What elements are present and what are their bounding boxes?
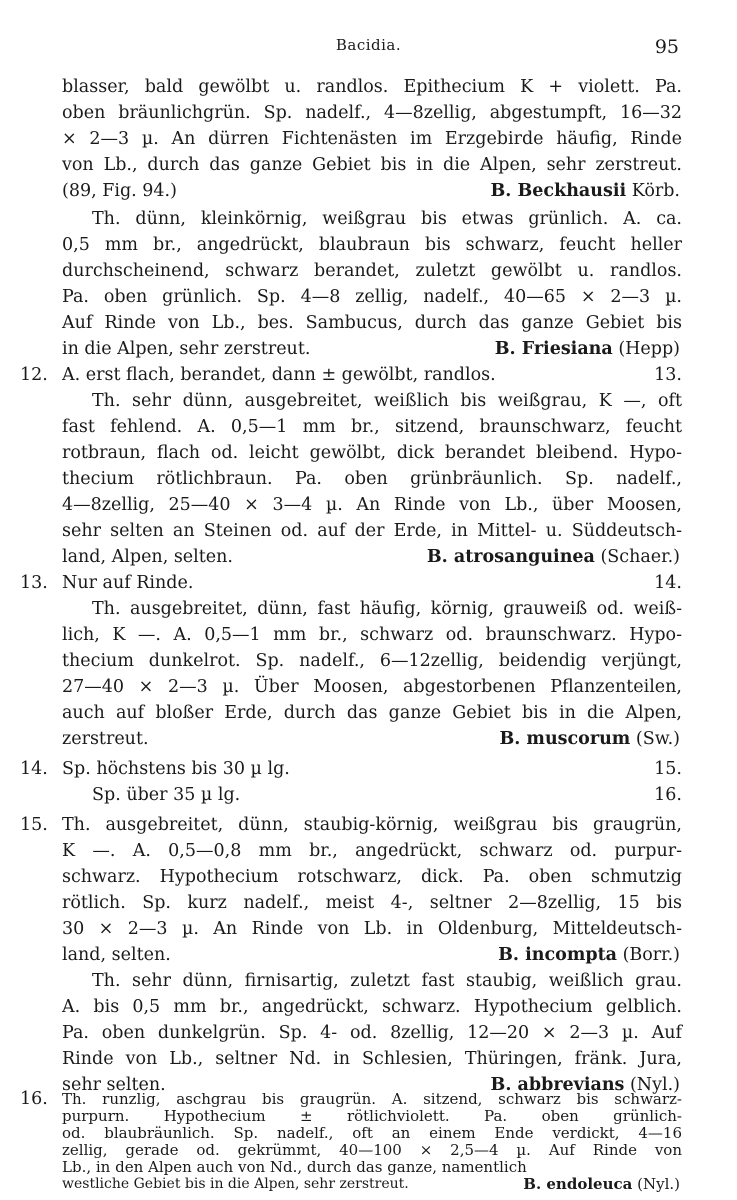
text-line: K —. A. 0,5—0,8 mm br., angedrückt, schwarz od. purpur- [62, 841, 682, 861]
text-line: Sp. über 35 µ lg. [92, 785, 241, 805]
text-line: durchscheinend, schwarz berandet, zuletzt gewölbt u. randlos. [62, 261, 682, 281]
text-line: 0,5 mm br., angedrückt, blaubraun bis schwarz, feucht heller [62, 235, 682, 255]
text-line: lich, K —. A. 0,5—1 mm br., schwarz od. braunschwarz. Hypo- [62, 625, 682, 645]
key-number: 12. [20, 365, 48, 385]
text-line: thecium rötlichbraun. Pa. oben grünbräunlich. Sp. nadelf., [62, 469, 682, 489]
text-line: westliche Gebiet bis in die Alpen, sehr zerstreut. [62, 1176, 409, 1192]
species-name: B. Friesiana (Hepp) [494, 339, 680, 359]
species-name: B. abbrevians (Nyl.) [490, 1075, 680, 1095]
species-name: B. muscorum (Sw.) [499, 729, 680, 749]
text-line: rotbraun, flach od. leicht gewölbt, dick berandet bleibend. Hypo- [62, 443, 682, 463]
key-number: 16. [20, 1089, 48, 1109]
text-line: schwarz. Hypothecium rotschwarz, dick. Pa. oben schmutzig [62, 867, 682, 887]
species-name: B. atrosanguinea (Schaer.) [426, 547, 680, 567]
text-line: Pa. oben grünlich. Sp. 4—8 zellig, nadelf., 40—65 × 2—3 µ. [62, 287, 682, 307]
text-line: Auf Rinde von Lb., bes. Sambucus, durch das ganze Gebiet bis [62, 313, 682, 333]
key-reference: 15. [654, 759, 682, 779]
text-line: purpurn. Hypothecium ± rötlichviolett. Pa. oben grünlich- [62, 1107, 682, 1125]
key-number: 14. [20, 759, 48, 779]
text-line: von Lb., durch das ganze Gebiet bis in die Alpen, sehr zerstreut. [62, 155, 682, 175]
text-line: in die Alpen, sehr zerstreut. [62, 339, 311, 359]
key-number: 13. [20, 573, 48, 593]
text-line: A. erst flach, berandet, dann ± gewölbt, randlos. [62, 365, 496, 385]
text-line: Th. runzlig, aschgrau bis graugrün. A. sitzend, schwarz bis schwarz- [62, 1090, 682, 1108]
key-reference: 14. [654, 573, 682, 593]
species-name: B. endoleuca (Nyl.) [523, 1175, 680, 1193]
text-line: Nur auf Rinde. [62, 573, 194, 593]
text-line: Th. sehr dünn, firnisartig, zuletzt fast staubig, weißlich grau. [92, 971, 682, 991]
text-line: zellig, gerade od. gekrümmt, 40—100 × 2,5—4 µ. Auf Rinde von [62, 1141, 682, 1159]
text-line: rötlich. Sp. kurz nadelf., meist 4-, seltner 2—8zellig, 15 bis [62, 893, 682, 913]
text-line: 4—8zellig, 25—40 × 3—4 µ. An Rinde von Lb., über Moosen, [62, 495, 682, 515]
text-line: Sp. höchstens bis 30 µ lg. [62, 759, 290, 779]
text-line: land, Alpen, selten. [62, 547, 233, 567]
text-line: thecium dunkelrot. Sp. nadelf., 6—12zellig, beidendig verjüngt, [62, 651, 682, 671]
species-name: B. Beckhausii Körb. [490, 181, 680, 201]
page-number: 95 [654, 36, 679, 58]
text-line: A. bis 0,5 mm br., angedrückt, schwarz. Hypothecium gelblich. [62, 997, 682, 1017]
text-line: fast fehlend. A. 0,5—1 mm br., sitzend, braunschwarz, feucht [62, 417, 682, 437]
text-line: Th. ausgebreitet, dünn, fast häufig, körnig, grauweiß od. weiß- [92, 599, 682, 619]
text-line: auch auf bloßer Erde, durch das ganze Gebiet bis in die Alpen, [62, 703, 682, 723]
text-line: od. blaubräunlich. Sp. nadelf., oft an einem Ende verdickt, 4—16 [62, 1124, 682, 1142]
text-line: blasser, bald gewölbt u. randlos. Epithecium K + violett. Pa. [62, 77, 682, 97]
text-line: sehr selten. [62, 1075, 166, 1095]
text-line: (89, Fig. 94.) [62, 181, 177, 201]
text-line: land, selten. [62, 945, 171, 965]
text-line: Th. ausgebreitet, dünn, staubig-körnig, weißgrau bis graugrün, [62, 815, 682, 835]
text-line: Pa. oben dunkelgrün. Sp. 4- od. 8zellig, 12—20 × 2—3 µ. Auf [62, 1023, 682, 1043]
key-number: 15. [20, 815, 48, 835]
text-line: Rinde von Lb., seltner Nd. in Schlesien, Thüringen, fränk. Jura, [62, 1049, 682, 1069]
text-line: sehr selten an Steinen od. auf der Erde, in Mittel- u. Süddeutsch- [62, 521, 682, 541]
key-reference: 13. [654, 365, 682, 385]
text-line: oben bräunlichgrün. Sp. nadelf., 4—8zellig, abgestumpft, 16—32 [62, 103, 682, 123]
species-name: B. incompta (Borr.) [498, 945, 680, 965]
text-line: × 2—3 µ. An dürren Fichtenästen im Erzgebirde häufig, Rinde [62, 129, 682, 149]
text-line: zerstreut. [62, 729, 149, 749]
running-header: Bacidia. [335, 36, 402, 54]
key-reference: 16. [654, 785, 682, 805]
text-line: Th. dünn, kleinkörnig, weißgrau bis etwas grünlich. A. ca. [92, 209, 682, 229]
text-line: 30 × 2—3 µ. An Rinde von Lb. in Oldenburg, Mitteldeutsch- [62, 919, 682, 939]
text-line: Lb., in den Alpen auch von Nd., durch das ganze, namentlich [62, 1158, 527, 1176]
text-line: Th. sehr dünn, ausgebreitet, weißlich bis weißgrau, K —, oft [92, 391, 682, 411]
text-line: 27—40 × 2—3 µ. Über Moosen, abgestorbenen Pflanzenteilen, [62, 677, 682, 697]
